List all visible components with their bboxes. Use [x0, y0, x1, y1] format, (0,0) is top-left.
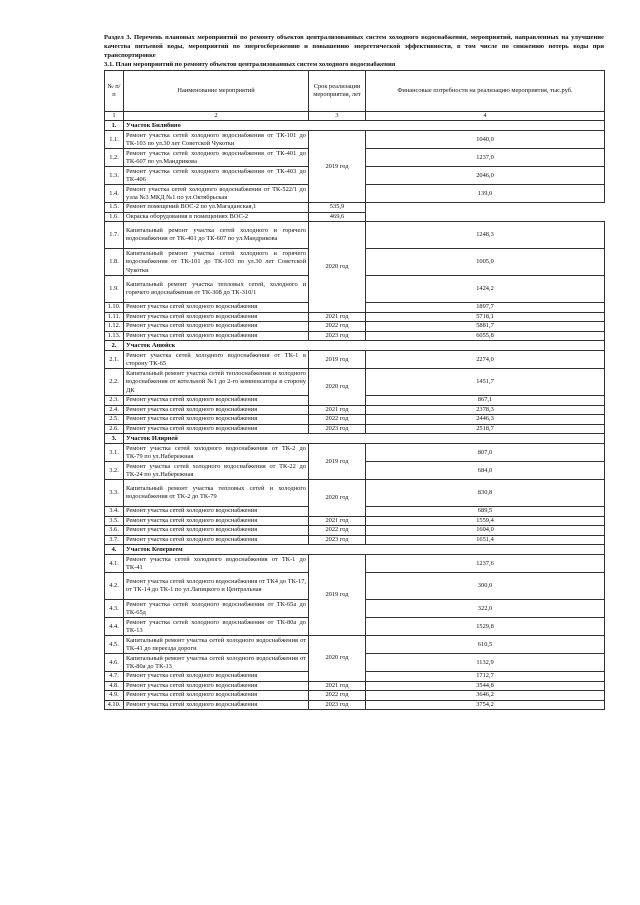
activity-name: Ремонт участка сетей холодного водоснабжения [124, 535, 309, 545]
row-number: 2.2. [105, 369, 124, 396]
section-title: Участок Анюйск [124, 341, 605, 351]
implementation-year: 2021 год [309, 516, 366, 526]
section-number: 3. [105, 434, 124, 444]
row-number: 1.1. [105, 131, 124, 149]
row-number: 3.1. [105, 444, 124, 462]
financial-need: 139,0 [366, 185, 605, 203]
activity-name: Окраска оборудования в помещениях ВОС-2 [124, 212, 309, 222]
column-number-row [105, 112, 605, 121]
activity-name: Ремонт участка сетей холодного водоснабжения от ТК4 до ТК-17, от ТК-14 до ТК-1 по ул.Лапицкого и Центральная [124, 573, 309, 600]
financial-need: 469,6 [309, 212, 366, 222]
financial-need: 535,9 [309, 203, 366, 213]
column-number: 3 [309, 112, 366, 121]
financial-need: 1529,8 [366, 618, 605, 636]
activity-name: Ремонт участка сетей холодного водоснабжения от ТК-522/1 до узла №3 МКД №1 по ул.Октябрьская [124, 185, 309, 203]
implementation-year: 2021 год [309, 312, 366, 322]
row-number: 1.10. [105, 303, 124, 313]
financial-need: 1237,6 [366, 555, 605, 573]
financial-need: 867,1 [366, 396, 605, 406]
table-row [105, 351, 605, 369]
financial-need: 5881,7 [366, 322, 605, 332]
row-number: 3.5. [105, 516, 124, 526]
row-number: 3.6. [105, 526, 124, 536]
activity-name: Ремонт участка сетей холодного водоснабжения от ТК-1 в сторону ТК-65 [124, 351, 309, 369]
activity-name: Ремонт участка сетей холодного водоснабжения [124, 322, 309, 332]
financial-need: 1132,9 [366, 654, 605, 672]
table-row [105, 203, 605, 213]
subsection-heading: 3.1. План мероприятий по ремонту объектов централизованных систем холодного водоснабжения [104, 61, 396, 68]
row-number: 2.1. [105, 351, 124, 369]
implementation-year: 2019 год [309, 444, 366, 480]
activity-name: Ремонт участка сетей холодного водоснабжения [124, 415, 309, 425]
implementation-year: 2019 год [309, 555, 366, 636]
row-number: 4.3. [105, 600, 124, 618]
financial-need: 2518,7 [366, 424, 605, 434]
implementation-year: 2023 год [309, 331, 366, 341]
financial-need: 610,5 [366, 636, 605, 654]
row-number: 4.1. [105, 555, 124, 573]
implementation-year: 2019 год [309, 351, 366, 369]
table-row [105, 322, 605, 332]
activity-name: Ремонт участка сетей холодного водоснабжения от ТК-403 до ТК-406 [124, 167, 309, 185]
section-title: Участок Билибино [124, 121, 605, 131]
activity-name: Ремонт участка сетей холодного водоснабжения [124, 507, 309, 517]
financial-need: 6055,8 [366, 331, 605, 341]
implementation-year: 2021 год [309, 681, 366, 691]
financial-need: 807,0 [366, 444, 605, 462]
row-number: 1.5. [105, 203, 124, 213]
activity-name: Ремонт участка сетей холодного водоснабжения [124, 303, 309, 313]
section-number: 1. [105, 121, 124, 131]
row-number: 1.13. [105, 331, 124, 341]
row-number: 2.5. [105, 415, 124, 425]
activity-name: Капитальный ремонт участка сетей холодного и горячего водоснабжения от ТК-101 до ТК-103 по ул.30 лет Советской Чукотки [124, 249, 309, 276]
row-number: 4.5. [105, 636, 124, 654]
row-number: 1.6. [105, 212, 124, 222]
row-number: 1.12. [105, 322, 124, 332]
activity-name: Ремонт участка сетей холодного водоснабжения [124, 405, 309, 415]
section-number: 4. [105, 545, 124, 555]
table-row [105, 516, 605, 526]
table-row [105, 700, 605, 710]
section-row [105, 545, 605, 555]
activity-name: Ремонт участка сетей холодного водоснабжения [124, 312, 309, 322]
implementation-year: 2023 год [309, 700, 366, 710]
activity-name: Ремонт участка сетей холодного водоснабжения от ТК-22 до ТК-24 по ул.Набережная [124, 462, 309, 480]
financial-need: 2046,0 [366, 167, 605, 185]
activity-name: Капитальный ремонт участка сетей теплоснабжения и холодного водоснабжения от котельной №1 до 2-го компенсатора в сторону ДК [124, 369, 309, 396]
row-number: 4.4. [105, 618, 124, 636]
financial-need: 322,0 [366, 600, 605, 618]
section-number: 2. [105, 341, 124, 351]
col-header-name: Наименование мероприятий [124, 71, 309, 112]
table-row [105, 480, 605, 507]
financial-need: 2378,3 [366, 405, 605, 415]
implementation-year: 2022 год [309, 526, 366, 536]
implementation-year: 2022 год [309, 322, 366, 332]
activity-name: Ремонт участка сетей холодного водоснабжения [124, 424, 309, 434]
table-row [105, 444, 605, 462]
section-row [105, 121, 605, 131]
activity-name: Ремонт участка сетей холодного водоснабжения [124, 331, 309, 341]
col-header-term: Срок реализации мероприятия, лет [309, 71, 366, 112]
activity-name: Капитальный ремонт участка сетей холодного водоснабжения от ТК-41 до переезда дороги [124, 636, 309, 654]
column-number: 1 [105, 112, 124, 121]
section-title: Участок Илирней [124, 434, 605, 444]
table-row [105, 691, 605, 701]
activity-name: Ремонт участка сетей холодного водоснабжения от ТК-2 до ТК-79 по ул.Набережная [124, 444, 309, 462]
table-body [105, 121, 605, 710]
financial-need: 1897,7 [366, 303, 605, 313]
row-number: 4.9. [105, 691, 124, 701]
table-row [105, 681, 605, 691]
row-number: 3.4. [105, 507, 124, 517]
implementation-year: 2020 год [309, 222, 366, 313]
row-number: 1.2. [105, 149, 124, 167]
activity-name: Ремонт участка сетей холодного водоснабжения от ТК-101 до ТК-103 по ул.30 лет Советской Чукотки [124, 131, 309, 149]
row-number: 4.6. [105, 654, 124, 672]
activity-name: Ремонт участка сетей холодного водоснабжения [124, 700, 309, 710]
plan-table [104, 70, 605, 710]
implementation-year: 2020 год [309, 480, 366, 517]
table-row [105, 415, 605, 425]
section-row [105, 341, 605, 351]
financial-need: 1248,3 [366, 222, 605, 249]
activity-name: Капитальный ремонт участка тепловых сетей, холодного и горячего водоснабжения от ТК-308 до ТК-310/1 [124, 276, 309, 303]
financial-need: 1604,0 [366, 526, 605, 536]
table-row [105, 424, 605, 434]
activity-name: Ремонт участка сетей холодного водоснабжения [124, 672, 309, 682]
table-row [105, 212, 605, 222]
table-row [105, 131, 605, 149]
activity-name: Ремонт участка сетей холодного водоснабжения [124, 396, 309, 406]
row-number: 1.7. [105, 222, 124, 249]
financial-need: 1559,4 [366, 516, 605, 526]
activity-name: Ремонт помещений ВОС-2 по ул.Магаданская,1 [124, 203, 309, 213]
activity-name: Ремонт участка сетей холодного водоснабжения от ТК-401 до ТК-607 по ул.Мандрикова [124, 149, 309, 167]
financial-need: 5718,1 [366, 312, 605, 322]
implementation-year: 2022 год [309, 415, 366, 425]
table-row [105, 312, 605, 322]
row-number: 2.4. [105, 405, 124, 415]
financial-need: 2274,0 [366, 351, 605, 369]
financial-need: 1651,4 [366, 535, 605, 545]
activity-name: Ремонт участка сетей холодного водоснабжения от ТК-65а до ТК-65д [124, 600, 309, 618]
table-row [105, 222, 605, 249]
table-row [105, 636, 605, 654]
activity-name: Ремонт участка сетей холодного водоснабжения от ТК-80а до ТК-13 [124, 618, 309, 636]
activity-name: Капитальный ремонт участка сетей холодного водоснабжения от ТК-80а до ТК-13 [124, 654, 309, 672]
financial-need: 3646,2 [366, 691, 605, 701]
financial-need: 1237,0 [366, 149, 605, 167]
activity-name: Ремонт участка сетей холодного водоснабжения [124, 691, 309, 701]
section-row [105, 434, 605, 444]
activity-name: Ремонт участка сетей холодного водоснабжения от ТК-1 до ТК-41 [124, 555, 309, 573]
section-heading: Раздел 3. Перечень плановых мероприятий по ремонту объектов централизованных систем холодного водоснабжения, мероприятий, направленных на улучшение качества питьевой воды, мероприятий по энергосбережению и повышению энергетической эффективности, в том числе по снижению потерь воды при транспортировке [104, 34, 604, 59]
financial-need: 830,8 [366, 480, 605, 507]
table-row [105, 526, 605, 536]
row-number: 3.2. [105, 462, 124, 480]
financial-need: 3754,2 [366, 700, 605, 710]
financial-need: 1451,7 [366, 369, 605, 396]
financial-need: 689,5 [366, 507, 605, 517]
financial-need: 684,0 [366, 462, 605, 480]
activity-name: Ремонт участка сетей холодного водоснабжения [124, 681, 309, 691]
implementation-year: 2020 год [309, 369, 366, 406]
financial-need: 1040,0 [366, 131, 605, 149]
document-page [104, 33, 604, 710]
row-number: 4.8. [105, 681, 124, 691]
row-number: 2.3. [105, 396, 124, 406]
table-row [105, 555, 605, 573]
col-header-fin: Финансовые потребности на реализацию мероприятия, тыс.руб. [366, 71, 605, 112]
table-header-row [105, 71, 605, 112]
financial-need: 300,0 [366, 573, 605, 600]
column-number: 4 [366, 112, 605, 121]
activity-name: Капитальный ремонт участка тепловых сетей и холодного водоснабжения от ТК-2 до ТК-79 [124, 480, 309, 507]
table-row [105, 369, 605, 396]
table-row [105, 405, 605, 415]
row-number: 1.8. [105, 249, 124, 276]
column-number: 2 [124, 112, 309, 121]
row-number: 3.7. [105, 535, 124, 545]
table-row [105, 331, 605, 341]
implementation-year: 2019 год [309, 131, 366, 203]
implementation-year: 2020 год [309, 636, 366, 682]
financial-need: 1424,2 [366, 276, 605, 303]
implementation-year: 2021 год [309, 405, 366, 415]
implementation-year: 2023 год [309, 424, 366, 434]
col-header-num: № п/п [105, 71, 124, 112]
row-number: 3.3. [105, 480, 124, 507]
row-number: 1.4. [105, 185, 124, 203]
row-number: 1.11. [105, 312, 124, 322]
financial-need: 2446,3 [366, 415, 605, 425]
activity-name: Ремонт участка сетей холодного водоснабжения [124, 526, 309, 536]
implementation-year: 2022 год [309, 691, 366, 701]
activity-name: Ремонт участка сетей холодного водоснабжения [124, 516, 309, 526]
financial-need: 1005,0 [366, 249, 605, 276]
row-number: 1.9. [105, 276, 124, 303]
financial-need: 3544,8 [366, 681, 605, 691]
financial-need: 1712,7 [366, 672, 605, 682]
section-title: Участок Кепервеем [124, 545, 605, 555]
row-number: 1.3. [105, 167, 124, 185]
row-number: 2.6. [105, 424, 124, 434]
implementation-year: 2023 год [309, 535, 366, 545]
row-number: 4.10. [105, 700, 124, 710]
row-number: 4.7. [105, 672, 124, 682]
row-number: 4.2. [105, 573, 124, 600]
table-row [105, 535, 605, 545]
activity-name: Капитальный ремонт участка сетей холодного и горячего водоснабжения от ТК-401 до ТК-607 по ул.Мандрикова [124, 222, 309, 249]
